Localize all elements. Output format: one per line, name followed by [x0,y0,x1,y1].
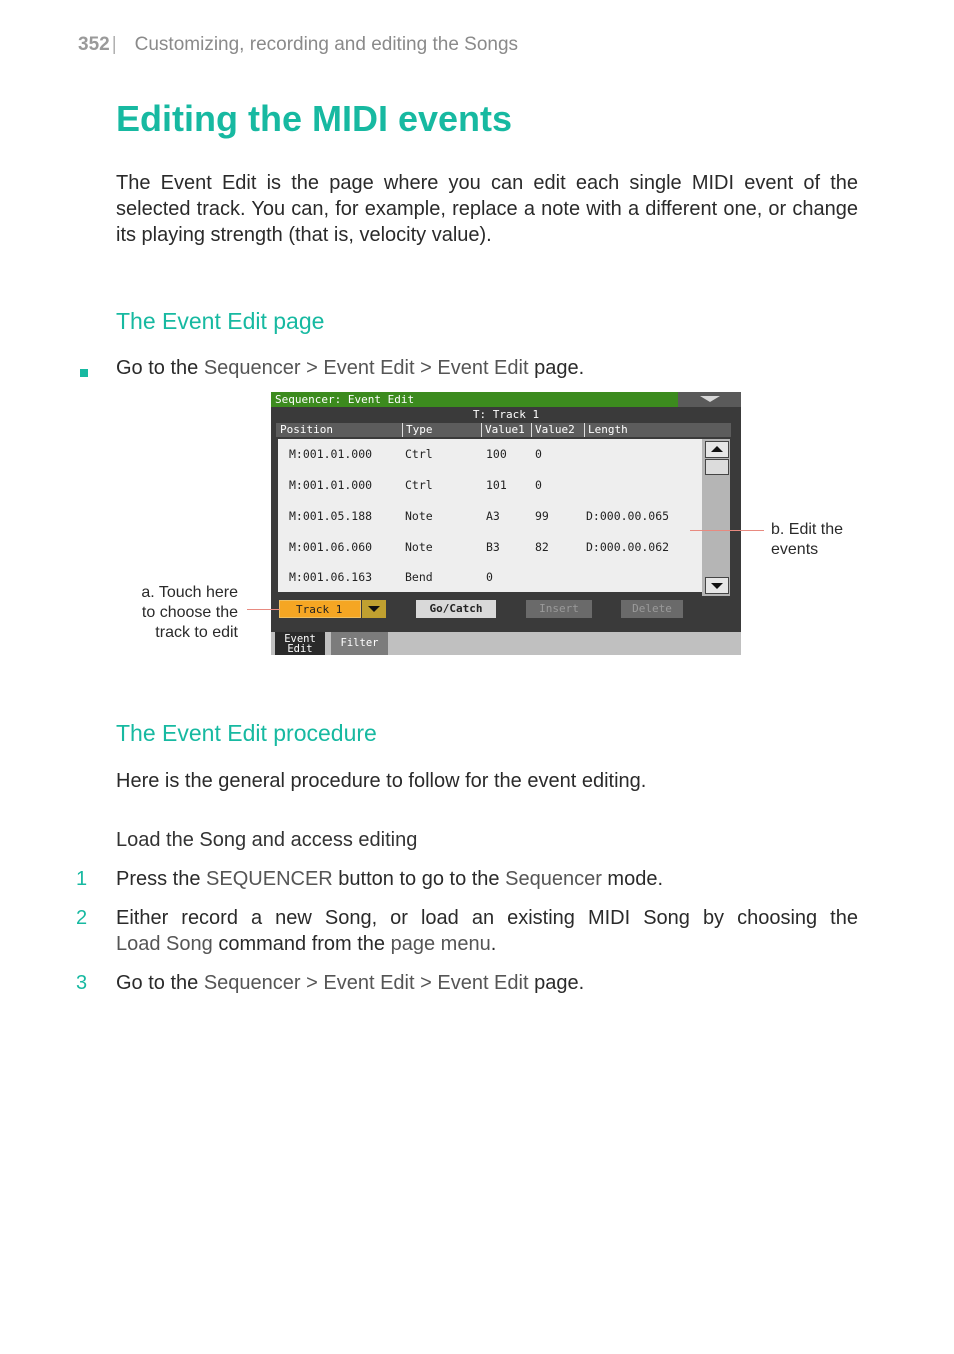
step-3-text-a: Go to the [116,972,204,994]
tab-event-edit[interactable] [275,632,325,655]
callout-a [110,583,238,643]
bullet-prefix: Go to the [116,357,204,379]
arrow-up-icon [711,446,723,452]
step-2-line1: Either record a new Song, or load an existing MIDI Song by choosing the [116,907,858,929]
step-3 [116,970,584,996]
chapter-title: Customizing, recording and editing the Songs [134,34,519,55]
bullet-path-event-edit-page: Event Edit [437,357,529,379]
row-value2: 0 [535,478,542,492]
col-type: Type [402,423,433,437]
callout-b-line1: b. Edit the [771,521,844,538]
callout-b [771,520,891,560]
row-position: M:001.01.000 [289,478,373,492]
insert-button[interactable]: Insert [526,600,592,618]
bullet-path-sep-2: > [414,357,438,379]
scroll-up-button[interactable] [705,441,729,458]
chevron-down-icon [700,396,720,402]
row-type: Note [405,509,433,523]
tab-event-edit-line1: Event [284,633,316,645]
bullet-icon [80,364,88,382]
procedure-subheading: Load the Song and access editing [116,829,418,851]
callout-a-leader [247,609,280,610]
bullet-path-sequencer: Sequencer [203,357,301,379]
col-length: Length [584,423,628,437]
col-value1: Value1 [481,423,525,437]
step-1 [116,866,663,892]
event-list-header [276,423,731,437]
step-2-text-b: command from the [212,933,391,955]
row-value2: 82 [535,540,549,554]
step-1-sequencer-mode: Sequencer [505,868,602,890]
row-value2: 99 [535,509,549,523]
event-edit-screenshot [271,392,741,655]
step-3-text-b: page. [528,972,585,994]
row-value1: A3 [486,509,500,523]
step-2-page-menu: page menu [390,933,491,955]
scroll-down-button[interactable] [705,577,729,594]
bullet-suffix: page. [528,357,585,379]
tab-filter[interactable]: Filter [331,632,388,655]
scroll-thumb[interactable] [705,459,729,475]
step-number-3: 3 [76,972,88,994]
row-value1: B3 [486,540,500,554]
tab-event-edit-line2: Edit [287,643,313,655]
section-heading-event-edit-page: The Event Edit page [116,308,325,334]
step-2-load-song: Load Song [116,933,213,955]
row-length: D:000.00.065 [586,509,670,523]
col-position: Position [280,423,333,436]
step-2-text-c: . [490,933,497,955]
screen-titlebar [271,392,741,407]
page-number: 352 [78,34,110,55]
bullet-path-sep-1: > [300,357,324,379]
delete-button[interactable]: Delete [621,600,683,618]
screen-track-label: T: Track 1 [271,407,741,423]
intro-paragraph: The Event Edit is the page where you can edit each single MIDI event of the selected track. You can, for example, replace a note with a different one, or change its playing strength (that is, velocity value). [116,172,858,246]
go-catch-button[interactable]: Go/Catch [416,600,496,618]
step-1-text-b: button to go to the [332,868,506,890]
row-value1: 100 [486,447,507,461]
track-select-button[interactable]: Track 1 [279,600,361,618]
step-3-path-event-edit: Event Edit [323,972,415,994]
bullet-instruction [116,355,584,381]
step-number-2: 2 [76,907,88,929]
row-position: M:001.06.060 [289,540,373,554]
step-3-path-sep-1: > [300,972,324,994]
event-list[interactable] [278,439,702,592]
step-3-path-sep-2: > [414,972,438,994]
bullet-path-event-edit: Event Edit [323,357,415,379]
header-separator: | [111,34,117,55]
row-value1: 101 [486,478,507,492]
row-type: Ctrl [405,447,433,461]
row-position: M:001.05.188 [289,509,373,523]
row-type: Ctrl [405,478,433,492]
step-number-1: 1 [76,868,88,890]
page-title: Editing the MIDI events [116,98,513,139]
row-value2: 0 [535,447,542,461]
row-value1: 0 [486,570,493,584]
callout-b-leader [690,530,764,531]
event-list-scrollbar[interactable] [702,439,730,596]
step-1-sequencer-button: SEQUENCER [206,868,333,890]
track-dropdown-button[interactable] [362,600,386,618]
step-3-path-event-edit-page: Event Edit [437,972,529,994]
callout-b-line2: events [771,541,819,558]
page-menu-button[interactable] [678,392,741,407]
callout-a-line3: track to edit [155,624,238,641]
arrow-down-icon [711,583,723,589]
chevron-down-icon [368,606,380,612]
row-type: Bend [405,570,433,584]
callout-a-line1: a. Touch here [141,584,238,601]
row-length: D:000.00.062 [586,540,670,554]
step-3-path-sequencer: Sequencer [203,972,301,994]
row-type: Note [405,540,433,554]
row-position: M:001.06.163 [289,570,373,584]
col-value2: Value2 [531,423,575,437]
screen-title: Sequencer: Event Edit [275,393,415,406]
running-header [78,34,518,56]
procedure-intro: Here is the general procedure to follow for the event editing. [116,770,647,792]
step-1-text-a: Press the [116,868,207,890]
section-heading-event-edit-procedure: The Event Edit procedure [116,720,377,746]
step-2-line2 [116,931,496,957]
row-position: M:001.01.000 [289,447,373,461]
callout-a-line2: to choose the [141,604,238,621]
step-1-text-c: mode. [601,868,664,890]
